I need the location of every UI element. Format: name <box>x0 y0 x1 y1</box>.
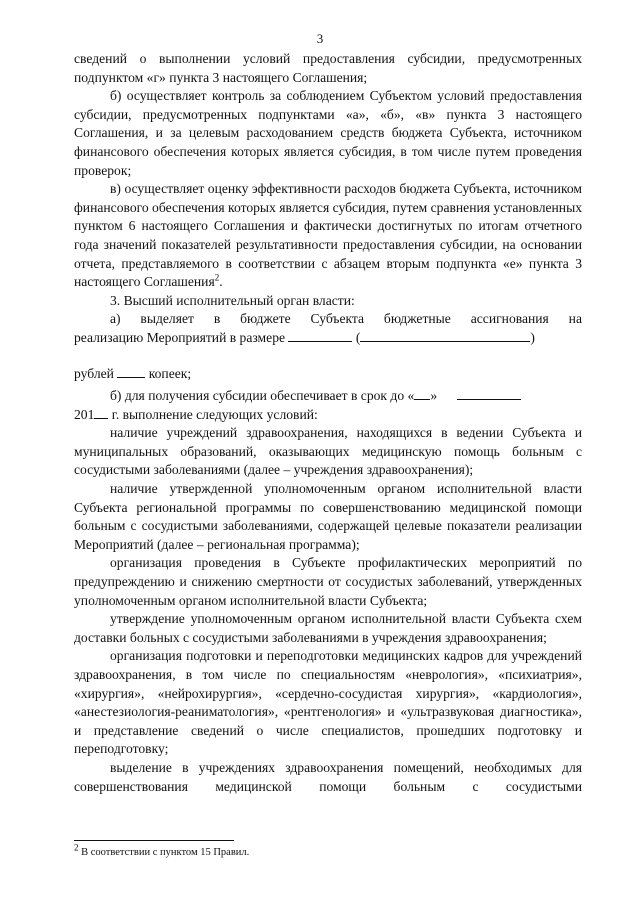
kopecks-blank <box>117 365 145 378</box>
paragraph <box>74 180 582 292</box>
rubles-label: рублей <box>74 365 114 381</box>
footnote-divider <box>74 840 234 841</box>
paragraph: сведений о выполнении условий предоставления субсидии, предусмотренных подпунктом «г» пункта 3 настоящего Соглашения; <box>74 51 582 85</box>
kopecks-label: копеек; <box>148 365 192 381</box>
deadline-line <box>74 387 582 406</box>
footnote-text: В соответствии с пунктом 15 Правил. <box>78 847 250 858</box>
paragraph: б) осуществляет контроль за соблюдением Субъектом условий предоставления субсидии, предусмотренных подпунктами «а», «б», «в» пункта 3 настоящего Соглашения, и за целевым расходованием средств бюджета Субъекта, источником финансового обеспечения которых является субсидия, в том числе путем проведения проверок; <box>74 88 582 178</box>
blank-labels <box>74 345 582 359</box>
paragraph-end: . <box>219 274 223 290</box>
paragraph: организация проведения в Субъекте профилактических мероприятий по предупреждению и снижению смертности от сосудистых заболеваний, утвержденных уполномоченным органом исполнительной власти Субъекта; <box>74 555 582 608</box>
conditions-intro: г. выполнение следующих условий: <box>111 406 318 422</box>
month-blank <box>457 387 521 400</box>
deadline-intro: б) для получения субсидии обеспечивает в срок до « <box>110 388 415 404</box>
open-paren: ( <box>355 329 361 345</box>
year-prefix: 201 <box>74 406 95 422</box>
page-number: 3 <box>316 31 324 46</box>
paragraph: наличие учреждений здравоохранения, находящихся в ведении Субъекта и муниципальных образований, оказывающих медицинскую помощь больным с сосудистыми заболеваниями (далее – учреждения здравоохранения); <box>74 425 582 478</box>
close-quote: » <box>430 388 438 404</box>
section-heading: 3. Высший исполнительный орган власти: <box>110 292 355 308</box>
year-blank <box>94 406 108 419</box>
footnote-reference: 2 <box>214 272 220 283</box>
amount-digits-blank <box>288 329 352 342</box>
amount-intro: реализацию Мероприятий в размере <box>74 329 286 345</box>
kopecks-line <box>74 365 582 384</box>
paragraph: наличие утвержденной уполномоченным органом исполнительной власти Субъекта региональной программы по совершенствованию медицинской помощи больным с сосудистыми заболеваниями, содержащей целевые показатели реализации Мероприятий (далее – региональная программа); <box>74 481 582 552</box>
close-paren: ) <box>530 329 535 345</box>
footnote <box>74 842 250 859</box>
footnote-mark: 2 <box>74 842 79 853</box>
paragraph: организация подготовки и переподготовки медицинских кадров для учреждений здравоохранения, в том числе по специальностям «неврология», «психиатрия», «хирургия», «нейрохирургия», «сердечно-сосудистая хирургия», «кардиология», «анестезиология-реаниматология», «рентгенология» и «ультразвуковая диагностика», и представление сведений о числе специалистов, прошедших подготовку и переподготовку; <box>74 648 582 757</box>
amount-words-blank <box>360 329 530 342</box>
year-line <box>74 406 582 425</box>
day-blank <box>414 387 430 400</box>
paragraph: утверждение уполномоченным органом исполнительной власти Субъекта схем доставки больных с сосудистыми заболеваниями в учреждения здравоохранения; <box>74 611 582 645</box>
paragraph-text: в) осуществляет оценку эффективности расходов бюджета Субъекта, источником финансового обеспечения которых является субсидия, путем сравнения установленных пунктом 6 настоящего Соглашения и фактически достигнутых по итогам отчетного года значений показателей результативности предоставления субсидии, на основании отчета, представляемого в соответствии с абзацем вторым подпункта «е» пункта 3 настоящего Соглашения <box>74 181 582 290</box>
paragraph: выделение в учреждениях здравоохранения помещений, необходимых для совершенствования медицинской помощи больным с сосудистыми <box>74 759 582 794</box>
document-body <box>74 50 582 796</box>
paragraph: а) выделяет в бюджете Субъекта бюджетные ассигнования на <box>110 311 582 327</box>
